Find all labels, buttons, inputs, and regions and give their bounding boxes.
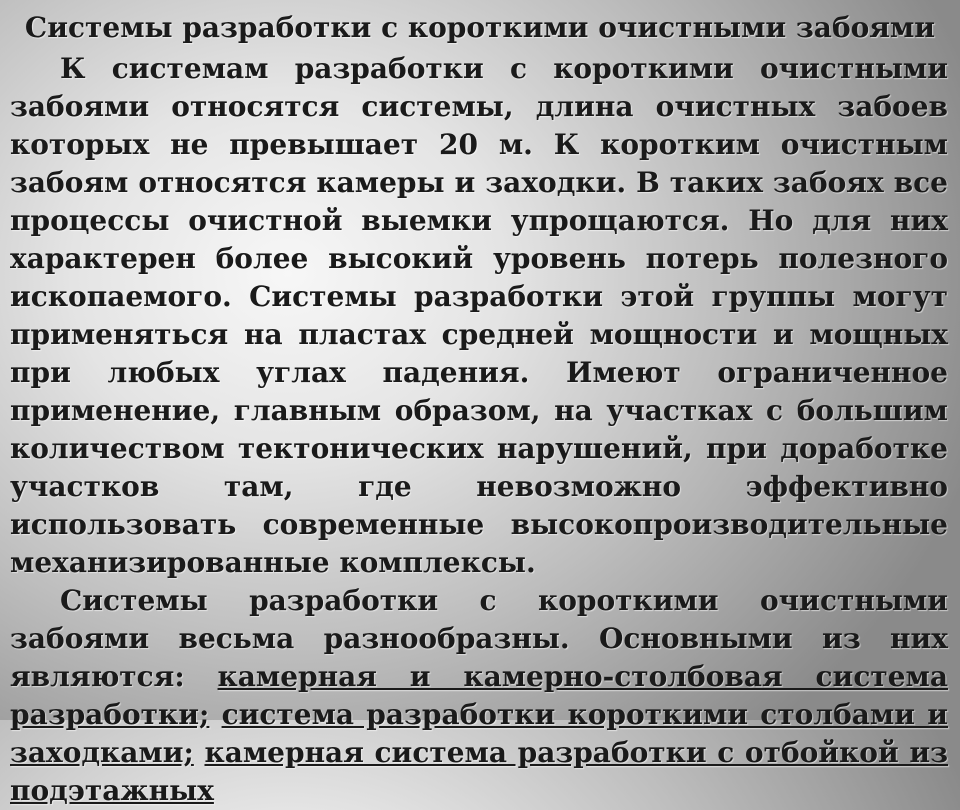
paragraph-2	[10, 582, 948, 810]
slide-body	[10, 50, 948, 810]
system-item-1: камерная и камерно-столбовая система разработки;	[10, 660, 948, 731]
system-item-2: система разработки короткими столбами и заходками;	[10, 698, 948, 769]
paragraph-1: К системам разработки с короткими очистными забоями относятся системы, длина очистных забоев которых не превышает 20 м. К коротким очистным забоям относятся камеры и заходки. В таких забоях все процессы очистной выемки упрощаются. Но для них характерен более высокий уровень потерь полезного ископаемого. Системы разработки этой группы могут применяться на пластах средней мощности и мощных при любых углах падения. Имеют ограниченное применение, главным образом, на участках с большим количеством тектонических нарушений, при доработке участков там, где невозможно эффективно использовать современные высокопроизводительные механизированные комплексы.	[10, 52, 948, 579]
slide-title: Системы разработки с короткими очистными забоями	[24, 11, 936, 44]
system-item-3: камерная система разработки с отбойкой из подэтажных	[10, 736, 949, 807]
paragraph-2-intro: Системы разработки с короткими очистными забоями весьма разнообразны. Основными из них являются:	[10, 584, 948, 693]
